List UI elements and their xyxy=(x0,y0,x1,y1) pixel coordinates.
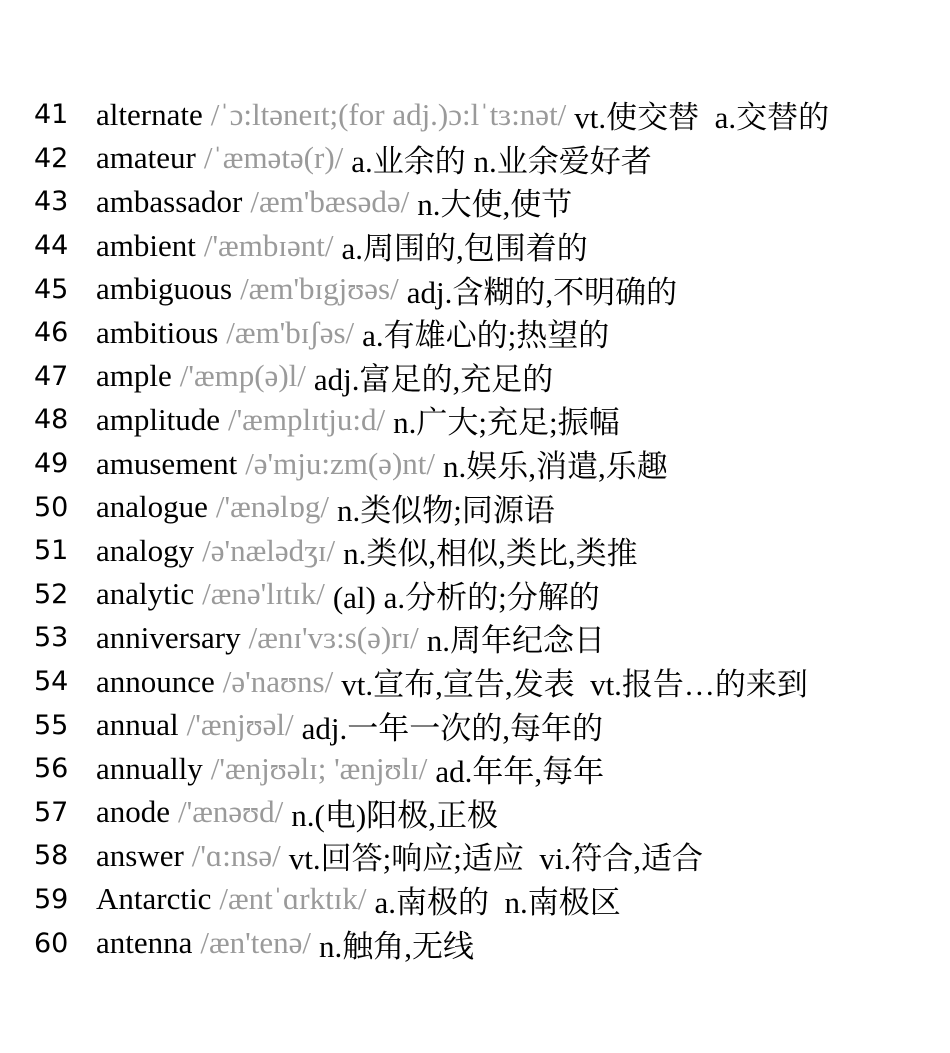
vocab-entry xyxy=(34,573,934,617)
entry-phonetic: /'ænjʊəlɪ; 'ænjʊlɪ/ xyxy=(210,750,428,786)
vocab-entry xyxy=(34,442,934,486)
entry-number: 58 xyxy=(34,840,69,872)
entry-phonetic: /'æmbɪənt/ xyxy=(203,227,334,263)
entry-definition: a.周围的,包围着的 xyxy=(341,231,588,267)
entry-number: 42 xyxy=(34,142,69,174)
entry-phonetic: /æm'bæsədə/ xyxy=(250,183,410,219)
entry-definition: a.业余的 n.业余爱好者 xyxy=(351,143,652,179)
entry-definition: a.有雄心的;热望的 xyxy=(362,318,610,354)
entry-phonetic: /'æmplɪtju:d/ xyxy=(227,401,386,437)
entry-number: 53 xyxy=(34,622,69,654)
vocab-entry xyxy=(34,834,934,878)
entry-word: analogue xyxy=(96,489,208,525)
entry-phonetic: /æm'bɪʃəs/ xyxy=(226,314,355,350)
entry-phonetic: /æm'bɪgjʊəs/ xyxy=(240,271,399,307)
vocab-entry xyxy=(34,267,934,311)
entry-word: ambitious xyxy=(96,314,219,350)
entry-definition: (al) a.分析的;分解的 xyxy=(332,579,600,615)
entry-number: 46 xyxy=(34,317,69,349)
entry-word: analogy xyxy=(96,532,195,568)
entry-phonetic: /ænə'lɪtɪk/ xyxy=(202,576,325,612)
entry-number: 60 xyxy=(34,927,69,959)
entry-definition: adj.一年一次的,每年的 xyxy=(301,710,604,746)
vocab-entry xyxy=(34,137,934,181)
entry-number: 50 xyxy=(34,491,69,523)
entry-word: ample xyxy=(96,358,172,394)
entry-definition: n.周年纪念日 xyxy=(426,623,605,659)
entry-word: answer xyxy=(96,837,184,873)
entry-number: 49 xyxy=(34,448,69,480)
entry-definition: n.类似,相似,类比,类推 xyxy=(343,536,638,572)
entry-phonetic: /æn'tenə/ xyxy=(200,925,312,961)
entry-number: 57 xyxy=(34,796,69,828)
vocab-entry xyxy=(34,660,934,704)
vocab-entry xyxy=(34,703,934,747)
entry-word: annual xyxy=(96,707,179,743)
entry-definition: n.广大;充足;振幅 xyxy=(393,405,620,441)
vocab-entry xyxy=(34,921,934,965)
entry-definition: n.大使,使节 xyxy=(417,187,573,223)
entry-word: amusement xyxy=(96,445,238,481)
entry-word: analytic xyxy=(96,576,195,612)
entry-number: 48 xyxy=(34,404,69,436)
entry-number: 54 xyxy=(34,666,69,698)
entry-definition: adj.富足的,充足的 xyxy=(313,361,554,397)
vocab-entry xyxy=(34,180,934,224)
entry-word: alternate xyxy=(96,96,203,132)
entry-number: 43 xyxy=(34,186,69,218)
vocab-entry xyxy=(34,224,934,268)
entry-phonetic: /ə'nælədʒɪ/ xyxy=(202,532,336,568)
entry-word: ambassador xyxy=(96,183,243,219)
entry-phonetic: /'ænəʊd/ xyxy=(178,794,284,830)
entry-word: announce xyxy=(96,663,215,699)
entry-phonetic: /ænɪ'vɜ:s(ə)rɪ/ xyxy=(248,619,419,655)
vocab-entry xyxy=(34,747,934,791)
vocab-entry xyxy=(34,355,934,399)
entry-phonetic: /ˈæmətə(r)/ xyxy=(203,140,344,176)
vocab-entry xyxy=(34,791,934,835)
vocab-entry xyxy=(34,616,934,660)
entry-word: annually xyxy=(96,750,203,786)
entry-number: 44 xyxy=(34,230,69,262)
entry-number: 51 xyxy=(34,535,69,567)
entry-definition: ad.年年,每年 xyxy=(435,754,605,790)
entry-word: anniversary xyxy=(96,619,241,655)
entry-word: ambient xyxy=(96,227,196,263)
entry-phonetic: /æntˈɑrktɪk/ xyxy=(219,881,367,917)
entry-phonetic: /ə'mju:zm(ə)nt/ xyxy=(245,445,435,481)
entry-definition: vt.回答;响应;适应 vi.符合,适合 xyxy=(288,841,703,877)
vocab-entry xyxy=(34,93,934,137)
vocab-entry xyxy=(34,878,934,922)
entry-word: anode xyxy=(96,794,171,830)
entry-number: 56 xyxy=(34,753,69,785)
entry-number: 47 xyxy=(34,360,69,392)
entry-definition: vt.宣布,宣告,发表 vt.报告…的来到 xyxy=(341,667,808,703)
entry-word: Antarctic xyxy=(96,881,212,917)
vocabulary-list xyxy=(34,93,934,965)
entry-definition: adj.含糊的,不明确的 xyxy=(406,274,678,310)
vocab-entry xyxy=(34,485,934,529)
vocab-entry xyxy=(34,398,934,442)
entry-word: ambiguous xyxy=(96,271,233,307)
entry-phonetic: /'ɑ:nsə/ xyxy=(191,837,281,873)
entry-phonetic: /'ænəlɒg/ xyxy=(215,489,329,525)
entry-phonetic: /ə'naʊns/ xyxy=(222,663,334,699)
entry-number: 52 xyxy=(34,578,69,610)
entry-phonetic: /'ænjʊəl/ xyxy=(186,707,294,743)
vocab-entry xyxy=(34,311,934,355)
entry-definition: n.娱乐,消遣,乐趣 xyxy=(443,449,668,485)
entry-phonetic: /ˈɔ:ltəneɪt;(for adj.)ɔ:lˈtɜ:nət/ xyxy=(210,96,567,132)
entry-phonetic: /'æmp(ə)l/ xyxy=(179,358,306,394)
entry-definition: n.触角,无线 xyxy=(319,928,475,964)
entry-number: 59 xyxy=(34,883,69,915)
entry-definition: n.类似物;同源语 xyxy=(336,492,555,528)
vocab-entry xyxy=(34,529,934,573)
entry-word: amplitude xyxy=(96,401,220,437)
entry-definition: n.(电)阳极,正极 xyxy=(291,797,498,833)
entry-word: amateur xyxy=(96,140,196,176)
entry-word: antenna xyxy=(96,925,193,961)
entry-definition: a.南极的 n.南极区 xyxy=(374,884,621,920)
entry-number: 41 xyxy=(34,99,69,131)
entry-number: 55 xyxy=(34,709,69,741)
entry-definition: vt.使交替 a.交替的 xyxy=(574,100,830,136)
entry-number: 45 xyxy=(34,273,69,305)
